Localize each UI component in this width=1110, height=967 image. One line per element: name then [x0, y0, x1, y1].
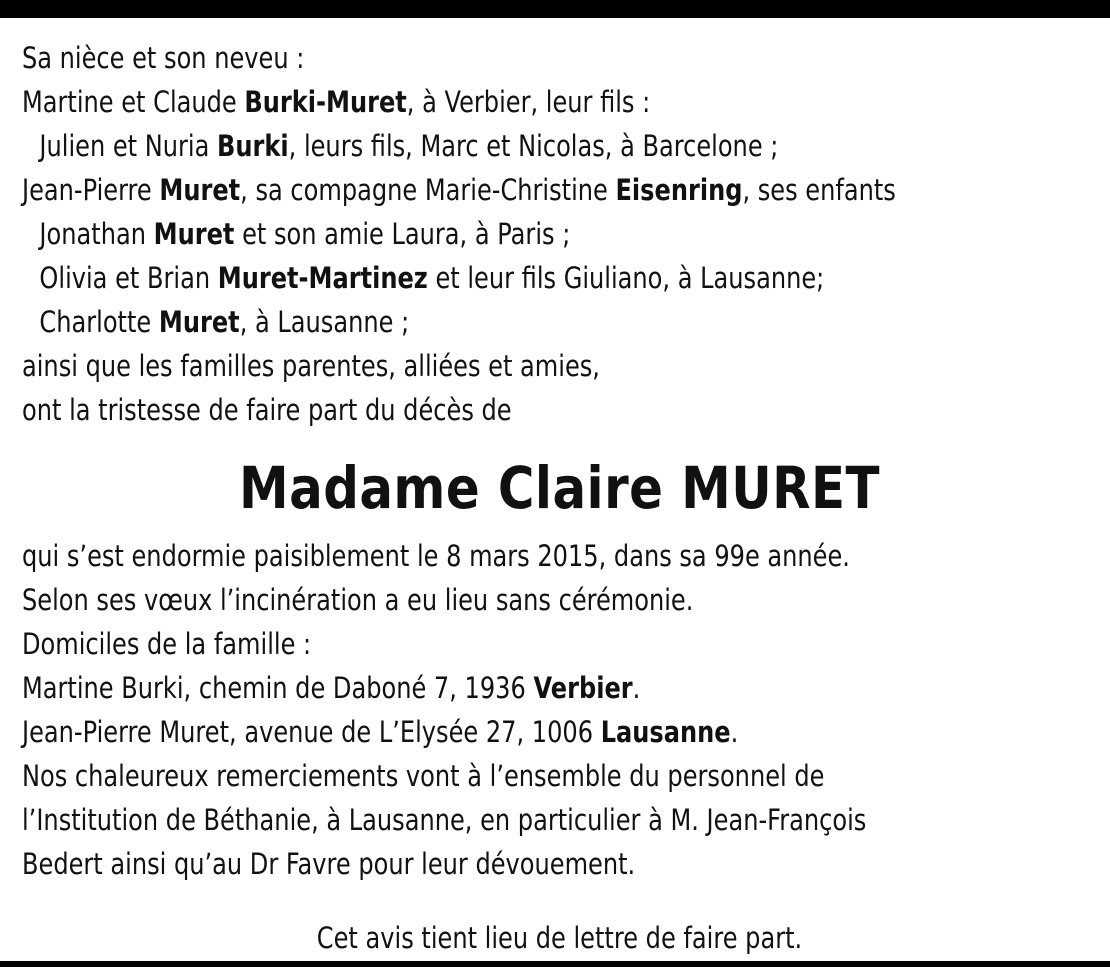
family-text: ainsi que les familles parentes, alliées et amies,: [22, 349, 600, 383]
family-line-3: [22, 124, 914, 168]
family-text: Olivia et Brian: [39, 261, 218, 295]
family-line-7: [22, 300, 914, 344]
family-text: Jonathan: [39, 217, 154, 251]
family-text: et leur fils Giuliano, à Lausanne;: [427, 261, 825, 295]
family-line-2: [22, 80, 914, 124]
details-text: Nos chaleureux remerciements vont à l’ensemble du personnel de: [22, 759, 825, 793]
details-line-1: [22, 534, 914, 578]
details-line-4: [22, 666, 914, 710]
details-text: .: [632, 671, 641, 705]
bottom-border-rule: [0, 961, 1110, 967]
family-line-1: [22, 36, 914, 80]
details-text: Martine Burki, chemin de Daboné 7, 1936: [22, 671, 534, 705]
family-line-9: [22, 388, 914, 432]
family-surname: Muret: [158, 305, 240, 339]
details-text: Selon ses vœux l’incinération a eu lieu sans cérémonie.: [22, 583, 694, 617]
details-text: .: [730, 715, 739, 749]
details-town: Verbier: [533, 671, 633, 705]
details-line-3: [22, 622, 914, 666]
family-line-6: [22, 256, 914, 300]
deceased-name-heading: Madame Claire MURET: [239, 454, 880, 522]
family-surname: Muret: [153, 217, 235, 251]
details-line-2: [22, 578, 914, 622]
family-text: , à Verbier, leur fils :: [406, 85, 651, 119]
family-line-8: [22, 344, 914, 388]
details-line-8: [22, 842, 914, 886]
family-text: Sa nièce et son neveu :: [22, 41, 305, 75]
family-text: et son amie Laura, à Paris ;: [234, 217, 571, 251]
family-surname: Burki: [217, 129, 289, 163]
closing-note: Cet avis tient lieu de lettre de faire part.: [316, 921, 803, 955]
family-surname: Burki-Muret: [244, 85, 407, 119]
family-surname: Eisenring: [615, 173, 743, 207]
details-text: Jean-Pierre Muret, avenue de L’Elysée 27, 1006: [22, 715, 601, 749]
family-text: , sa compagne Marie-Christine: [240, 173, 616, 207]
family-text: Julien et Nuria: [39, 129, 218, 163]
details-line-7: [22, 798, 914, 842]
details-town: Lausanne: [600, 715, 731, 749]
details-text: l’Institution de Béthanie, à Lausanne, en particulier à M. Jean-François: [22, 803, 867, 837]
family-text: Jean-Pierre: [22, 173, 160, 207]
family-text: , leurs fils, Marc et Nicolas, à Barcelone ;: [288, 129, 779, 163]
details-text: Domiciles de la famille :: [22, 627, 312, 661]
details-line-5: [22, 710, 914, 754]
family-surname: Muret-Martinez: [217, 261, 428, 295]
obituary-notice: [22, 36, 1097, 960]
family-surname: Muret: [159, 173, 241, 207]
family-line-4: [22, 168, 914, 212]
family-text: Martine et Claude: [22, 85, 245, 119]
top-border-rule: [0, 0, 1110, 18]
family-line-5: [22, 212, 914, 256]
details-line-6: [22, 754, 914, 798]
details-text: qui s’est endormie paisiblement le 8 mars 2015, dans sa 99e année.: [22, 539, 850, 573]
family-text: ont la tristesse de faire part du décès de: [22, 393, 512, 427]
family-text: Charlotte: [39, 305, 159, 339]
family-text: , ses enfants: [742, 173, 896, 207]
details-text: Bedert ainsi qu’au Dr Favre pour leur dévouement.: [22, 847, 636, 881]
family-text: , à Lausanne ;: [239, 305, 410, 339]
